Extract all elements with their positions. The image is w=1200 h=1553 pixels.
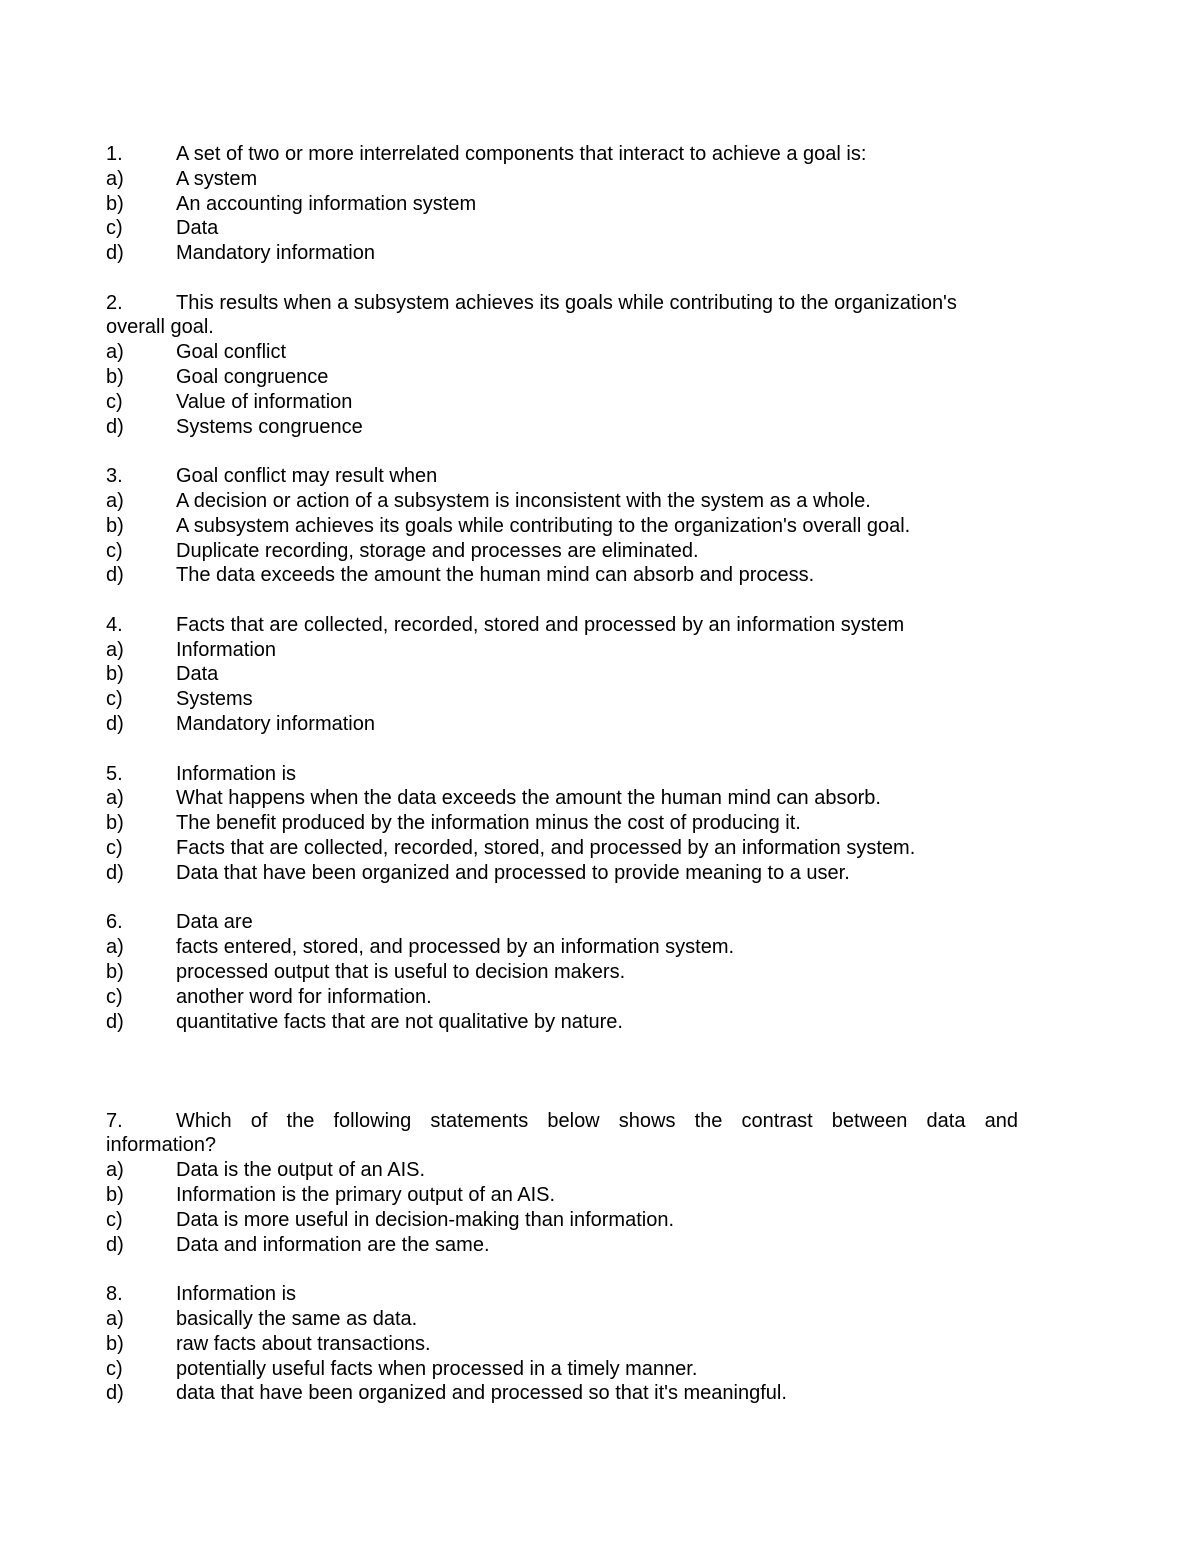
- option-label: d): [106, 1011, 124, 1033]
- question-number: 8.: [106, 1283, 123, 1305]
- question-number: 4.: [106, 614, 123, 636]
- option-label: b): [106, 1184, 124, 1206]
- question-stem: Data are: [176, 911, 253, 933]
- option-text: processed output that is useful to decision makers.: [176, 961, 626, 983]
- option-label: a): [106, 168, 124, 190]
- question-stem: Information is: [176, 1283, 297, 1305]
- option-text: The data exceeds the amount the human mind can absorb and process.: [176, 564, 815, 586]
- option-label: a): [106, 341, 124, 363]
- question-number: 3.: [106, 465, 123, 487]
- option-text: potentially useful facts when processed in a timely manner.: [176, 1358, 698, 1380]
- option-text: raw facts about transactions.: [176, 1333, 431, 1355]
- option-label: a): [106, 1159, 124, 1181]
- question-stem: This results when a subsystem achieves its goals while contributing to the organization's: [176, 292, 957, 314]
- question-7-stem-continuation: information?: [106, 1134, 217, 1156]
- question-number: 6.: [106, 911, 123, 933]
- option-label: c): [106, 540, 123, 562]
- option-text: Systems congruence: [176, 416, 363, 438]
- option-text: Mandatory information: [176, 242, 375, 264]
- option-label: d): [106, 713, 124, 735]
- option-text: Data: [176, 217, 219, 239]
- option-label: d): [106, 862, 124, 884]
- option-label: c): [106, 837, 123, 859]
- question-number: 7.: [106, 1110, 123, 1132]
- option-text: Data that have been organized and processed to provide meaning to a user.: [176, 862, 850, 884]
- option-text: Facts that are collected, recorded, stored, and processed by an information system.: [176, 837, 916, 859]
- option-label: d): [106, 564, 124, 586]
- option-label: b): [106, 515, 124, 537]
- option-text: Systems: [176, 688, 253, 710]
- option-text: Information: [176, 639, 277, 661]
- option-text: Data and information are the same.: [176, 1234, 490, 1256]
- question-stem: A set of two or more interrelated components that interact to achieve a goal is:: [176, 143, 867, 165]
- option-text: quantitative facts that are not qualitative by nature.: [176, 1011, 623, 1033]
- option-text: another word for information.: [176, 986, 432, 1008]
- option-text: What happens when the data exceeds the amount the human mind can absorb.: [176, 787, 881, 809]
- option-text: Duplicate recording, storage and processes are eliminated.: [176, 540, 699, 562]
- option-text: Data: [176, 663, 219, 685]
- option-text: Information is the primary output of an AIS.: [176, 1184, 556, 1206]
- option-text: data that have been organized and processed so that it's meaningful.: [176, 1382, 787, 1404]
- option-label: c): [106, 986, 123, 1008]
- option-text: The benefit produced by the information minus the cost of producing it.: [176, 812, 801, 834]
- option-label: c): [106, 391, 123, 413]
- option-label: c): [106, 688, 123, 710]
- option-label: a): [106, 490, 124, 512]
- option-text: facts entered, stored, and processed by an information system.: [176, 936, 735, 958]
- question-stem: Facts that are collected, recorded, stored and processed by an information system: [176, 614, 905, 636]
- option-label: b): [106, 961, 124, 983]
- option-text: An accounting information system: [176, 193, 477, 215]
- option-text: A decision or action of a subsystem is inconsistent with the system as a whole.: [176, 490, 871, 512]
- option-label: a): [106, 639, 124, 661]
- option-text: Data is the output of an AIS.: [176, 1159, 426, 1181]
- option-text: Data is more useful in decision-making than information.: [176, 1209, 675, 1231]
- option-label: d): [106, 416, 124, 438]
- option-label: c): [106, 1209, 123, 1231]
- option-text: A subsystem achieves its goals while contributing to the organization's overall goal.: [176, 515, 911, 537]
- option-label: a): [106, 787, 124, 809]
- option-text: Mandatory information: [176, 713, 375, 735]
- option-label: c): [106, 217, 123, 239]
- question-stem: Goal conflict may result when: [176, 465, 438, 487]
- option-label: b): [106, 193, 124, 215]
- question-number: 5.: [106, 763, 123, 785]
- option-label: a): [106, 1308, 124, 1330]
- option-label: d): [106, 242, 124, 264]
- question-2-stem-continuation: overall goal.: [106, 316, 214, 338]
- option-label: b): [106, 366, 124, 388]
- option-text: Goal conflict: [176, 341, 287, 363]
- option-text: Value of information: [176, 391, 353, 413]
- option-label: a): [106, 936, 124, 958]
- option-label: d): [106, 1382, 124, 1404]
- option-label: c): [106, 1358, 123, 1380]
- option-label: d): [106, 1234, 124, 1256]
- option-text: A system: [176, 168, 258, 190]
- question-stem: Which of the following statements below shows the contrast between data and: [176, 1110, 1018, 1132]
- option-label: b): [106, 1333, 124, 1355]
- question-number: 1.: [106, 143, 123, 165]
- question-number: 2.: [106, 292, 123, 314]
- option-label: b): [106, 812, 124, 834]
- option-text: Goal congruence: [176, 366, 329, 388]
- option-label: b): [106, 663, 124, 685]
- question-stem: Information is: [176, 763, 297, 785]
- option-text: basically the same as data.: [176, 1308, 418, 1330]
